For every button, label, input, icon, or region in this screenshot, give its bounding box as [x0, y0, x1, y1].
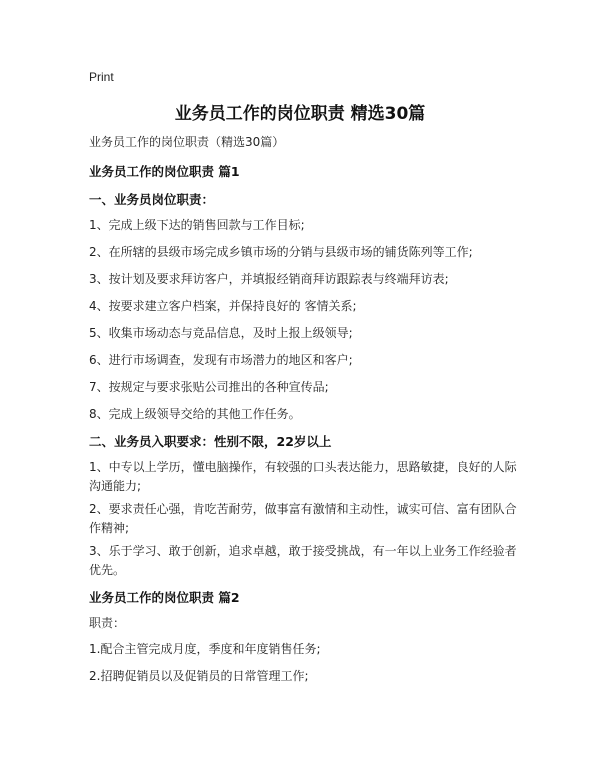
print-label[interactable]: Print	[89, 70, 114, 84]
requirement-item-1: 1、中专以上学历，懂电脑操作，有较强的口头表达能力，思路敏捷，良好的人际沟通能力;	[89, 460, 517, 493]
section2-duty-item-1: 1.配合主管完成月度，季度和年度销售任务;	[89, 642, 321, 656]
duty-item-6: 6、进行市场调查，发现有市场潜力的地区和客户;	[89, 353, 353, 367]
duties-heading: 一、业务员岗位职责：	[89, 192, 215, 207]
requirement-item-2: 2、要求责任心强，肯吃苦耐劳，做事富有激情和主动性，诚实可信、富有团队合作精神;	[89, 502, 517, 535]
section1-heading: 业务员工作的岗位职责 篇1	[89, 164, 240, 179]
document-subtitle: 业务员工作的岗位职责（精选30篇）	[89, 135, 285, 149]
document-title: 业务员工作的岗位职责 精选30篇	[174, 104, 426, 124]
duty-item-5: 5、收集市场动态与竞品信息，及时上报上级领导;	[89, 326, 353, 340]
duty-item-3: 3、按计划及要求拜访客户，并填报经销商拜访跟踪表与终端拜访表;	[89, 272, 449, 286]
duty-item-8: 8、完成上级领导交给的其他工作任务。	[89, 407, 301, 421]
duty-item-1: 1、完成上级下达的销售回款与工作目标;	[89, 218, 305, 232]
duty-item-4: 4、按要求建立客户档案，并保持良好的 客情关系;	[89, 299, 357, 313]
section2-duties-label: 职责：	[89, 616, 126, 630]
requirement-item-3: 3、乐于学习、敢于创新，追求卓越，敢于接受挑战，有一年以上业务工作经验者优先。	[89, 544, 517, 577]
section2-heading: 业务员工作的岗位职责 篇2	[89, 590, 240, 605]
section2-duty-item-2: 2.招聘促销员以及促销员的日常管理工作;	[89, 669, 309, 683]
duty-item-7: 7、按规定与要求张贴公司推出的各种宣传品;	[89, 380, 329, 394]
duty-item-2: 2、在所辖的县级市场完成乡镇市场的分销与县级市场的铺货陈列等工作;	[89, 245, 473, 259]
requirements-heading: 二、业务员入职要求：性别不限，22岁以上	[89, 434, 332, 449]
